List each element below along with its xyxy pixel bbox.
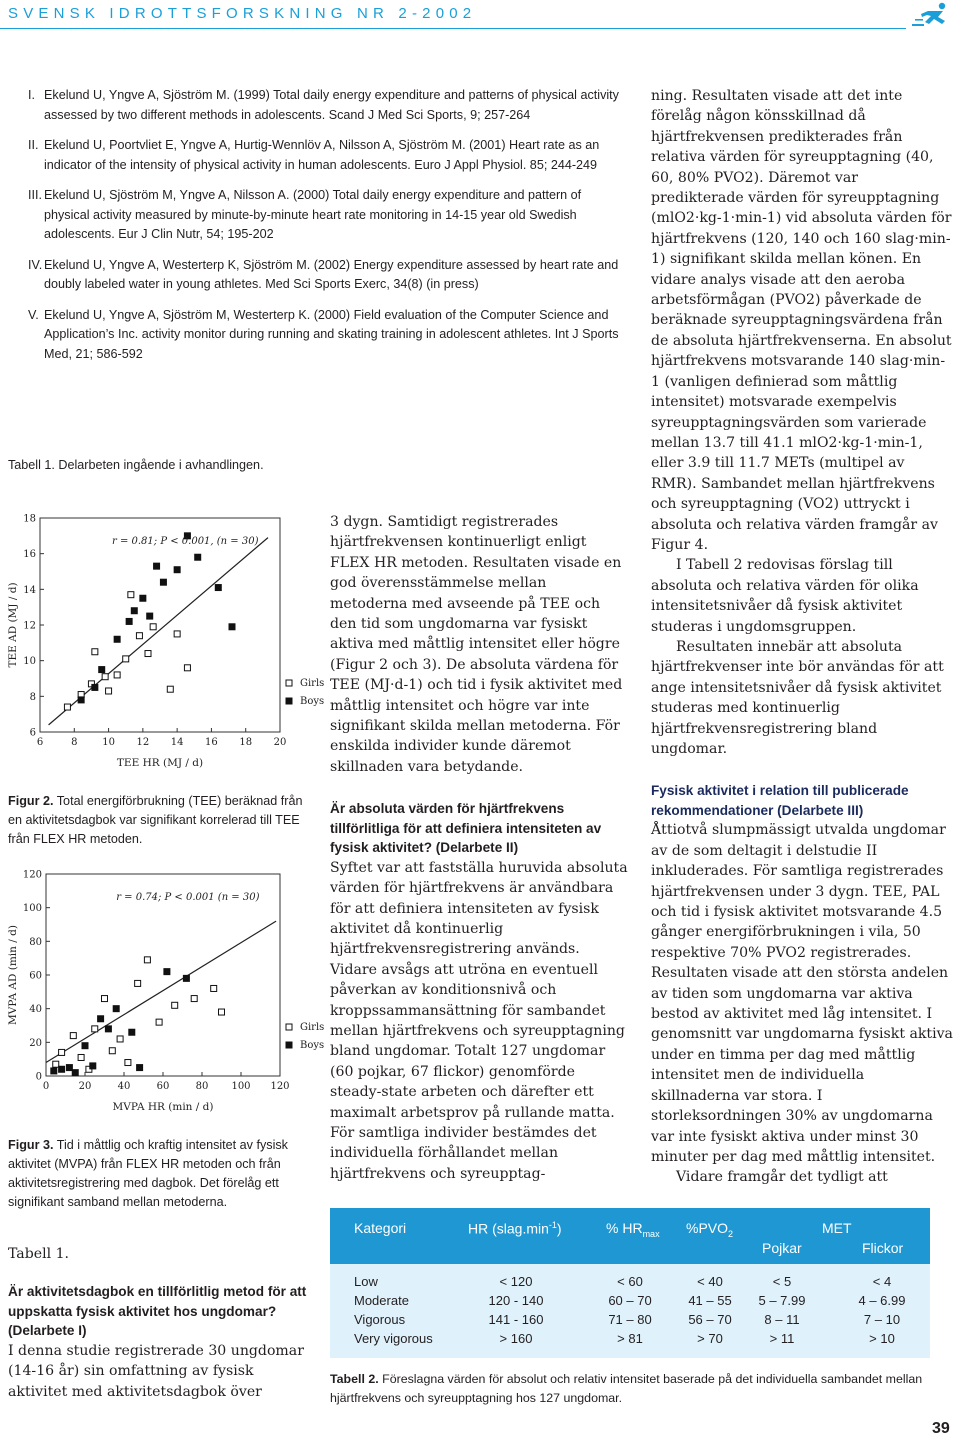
boys-point [137, 1065, 143, 1071]
section-heading-delarbete-3: Fysisk aktivitet i relation till publicerade rekommendationer (Delarbete III) [651, 783, 909, 818]
figure2-svg [4, 506, 324, 782]
col2-paragraph-1: 3 dygn. Samtidigt registrerades hjärtfrekvensen kontinuerligt enligt FLEX HR metoden. Resultaten visade en god överensstämmelse mellan metoderna med avseende på TEE och den tid som ungdomarna var fysiskt aktiva med måttlig intensitet eller högre (Figur 2 och 3). De absoluta värdena för TEE (MJ·d-1) och tid i fysik aktivitet med måttlig intensitet och högre var inte signifikant skilda mellan metoderna. För enskilda individer kunde däremot skillnaden vara betydande. [330, 514, 623, 775]
y-tick-label: 100 [22, 903, 42, 915]
x-axis-label: TEE HR (MJ / d) [116, 757, 204, 769]
table2-cell-phr: 60 – 70 [608, 1293, 652, 1308]
x-tick-label: 40 [117, 1081, 131, 1092]
boys-point [160, 579, 166, 585]
x-tick-label: 16 [205, 737, 218, 748]
col-header-hr-sup: -1 [548, 1220, 557, 1230]
tabell1-label: Tabell 1. [8, 1246, 70, 1262]
boys-point [229, 624, 235, 630]
table2-cell-kategori: Moderate [354, 1293, 409, 1308]
reference-number: IV. [28, 257, 43, 272]
table2-text: Föreslagna värden för absolut och relativ intensitet baserade på det individuella sambandet mellan hjärtfrekvens och syreupptagning hos 127 ungdomar. [330, 1372, 923, 1405]
boys-point [98, 1016, 104, 1022]
table2-label: Tabell 2. [330, 1372, 379, 1386]
table2-cell-pojkar: 5 – 7.99 [758, 1293, 806, 1308]
girls-point [53, 1061, 59, 1067]
girls-point [102, 674, 108, 680]
reference-item [30, 256, 630, 295]
boys-point [131, 608, 137, 614]
reference-text: Ekelund U, Yngve A, Sjöström M. (1999) Total daily energy expenditure and patterns of physical activity assessed by two different methods in adolescents. Scand J Med Sci Sports, 9; 257-264 [44, 88, 619, 122]
boys-point [140, 595, 146, 601]
col-header-flickor: Flickor [862, 1240, 904, 1256]
col-header-hr [468, 1220, 562, 1237]
y-tick-label: 120 [22, 869, 42, 881]
girls-point [184, 665, 190, 671]
girls-point [64, 704, 70, 710]
x-tick-label: 18 [239, 737, 253, 748]
figure3-label: Figur 3. [8, 1138, 54, 1152]
girls-point [117, 1036, 123, 1042]
girls-point [125, 1060, 131, 1066]
y-axis-label: MVPA AD (min / d) [7, 925, 19, 1025]
col-header-pvo2-text: %PVO [686, 1220, 729, 1236]
x-tick-label: 6 [36, 737, 44, 748]
boys-point [51, 1068, 57, 1074]
table2-cell-phr: 71 – 80 [608, 1312, 652, 1327]
page-number: 39 [932, 1420, 950, 1437]
table2-cell-pojkar: > 11 [769, 1331, 795, 1346]
y-tick-label: 14 [23, 584, 36, 596]
plot-frame [40, 518, 280, 732]
col-header-hr-text: HR (slag.min [468, 1220, 549, 1237]
col3-paragraph-3: Resultaten innebär att absoluta hjärtfrekvenser inte bör användas för att ange intensitetsnivåer då fysisk aktivitet studeras med kontinuerlig hjärtfrekvensregistrering bland ungdomar. [651, 638, 944, 757]
boys-point [129, 1029, 135, 1035]
girls-point [59, 1049, 65, 1055]
x-tick-label: 120 [270, 1081, 290, 1092]
table2-cell-kategori: Very vigorous [354, 1331, 433, 1346]
tabell1-caption: Tabell 1. Delarbeten ingående i avhandlingen. [8, 458, 264, 472]
girls-point [92, 1026, 98, 1032]
page-header [0, 0, 960, 30]
legend-girls-marker [286, 1024, 292, 1030]
legend-girls-label: Girls [300, 1022, 324, 1033]
boys-point [105, 1026, 111, 1032]
girls-point [136, 633, 142, 639]
reference-number: V. [28, 307, 39, 322]
girls-point [211, 985, 217, 991]
table2-cell-pvo2: > 70 [697, 1331, 723, 1346]
table2-cell-flickor: > 10 [869, 1331, 895, 1346]
table2-cell-flickor: 7 – 10 [863, 1312, 901, 1327]
col-header-phr-text: % HR [606, 1220, 643, 1236]
legend-boys-label: Boys [300, 1040, 324, 1051]
x-axis-label: MVPA HR (min / d) [112, 1101, 214, 1113]
girls-point [78, 1054, 84, 1060]
header-rule [0, 28, 906, 29]
y-tick-label: 12 [23, 620, 36, 632]
table2-cell-pvo2: 41 – 55 [688, 1293, 732, 1308]
col-header-phr-sub: max [642, 1228, 660, 1239]
girls-point [191, 996, 197, 1002]
reference-number: I. [28, 88, 35, 102]
reference-item [30, 86, 630, 125]
boys-point [114, 636, 120, 642]
runner-icon [912, 2, 956, 28]
x-tick-label: 60 [156, 1081, 170, 1092]
legend-boys-label: Boys [300, 696, 324, 707]
boys-point [59, 1066, 65, 1072]
y-axis-label: TEE AD (MJ / d) [7, 582, 19, 668]
col2-paragraph-2: Syftet var att fastställa huruvida absoluta värden för hjärtfrekvens är användbara för att definiera intensiteten av fysisk aktivitet då kontinuerlig hjärtfrekvensregistrering används. Vidare avsågs att utröna en eventuell påverkan av konditionsnivå och kroppssammansättning för sambandet mellan hjärtfrekvens och syreupptagning bland ungdomar. Totalt 127 ungdomar (60 pojkar, 67 flickor) genomförde steady-state arbeten och därefter ett maximalt arbetsprov på rullande matta. För samtliga individer bestämdes det individuella förhållandet mellan hjärtfrekvens och syreupptag- [330, 859, 628, 1182]
figure2-label: Figur 2. [8, 794, 54, 808]
table2-caption [330, 1370, 940, 1407]
boys-point [99, 667, 105, 673]
boys-point [113, 1006, 119, 1012]
legend-girls-marker [286, 680, 292, 686]
boys-point [195, 554, 201, 560]
girls-point [70, 1033, 76, 1039]
y-tick-label: 10 [23, 656, 36, 668]
table2-cell-phr: < 60 [617, 1274, 643, 1289]
girls-point [145, 651, 151, 657]
reference-item [30, 306, 630, 365]
x-tick-label: 14 [170, 737, 184, 748]
reference-text: Ekelund U, Yngve A, Westerterp K, Sjöström M. (2002) Energy expenditure assessed by heart rate and doubly labeled water in young athletes. Med Sci Sports Exerc, 34(8) (in press) [44, 257, 619, 291]
x-tick-label: 0 [42, 1081, 50, 1092]
girls-point [102, 996, 108, 1002]
reference-text: Ekelund U, Poortvliet E, Yngve A, Hurtig-Wennlöv A, Nilsson A, Sjöström M. (2001) Heart rate as an indicator of the intensity of physical activity in human adolescents. Euro J Appl Physiol. 85; 244-249 [44, 138, 600, 172]
boys-point [215, 585, 221, 591]
x-tick-label: 10 [102, 737, 115, 748]
col2 [330, 512, 628, 1184]
reference-item [30, 136, 630, 175]
table2-cell-pojkar: 8 – 11 [764, 1312, 800, 1327]
col1-bottom [8, 1244, 308, 1402]
table2-cell-kategori: Low [354, 1274, 378, 1289]
table2-cell-hr: 141 - 160 [488, 1312, 544, 1327]
girls-point [167, 686, 173, 692]
boys-point [92, 684, 98, 690]
y-tick-label: 40 [29, 1004, 42, 1016]
y-tick-label: 8 [29, 691, 36, 703]
reference-text: Ekelund U, Yngve A, Sjöström M, Westerterp K. (2000) Field evaluation of the Computer Science and Application’s Inc. activity monitor during running and skating training in adolescent athletes. Int J Sports Med, 21; 586-592 [44, 307, 619, 361]
boys-point [66, 1065, 72, 1071]
table2-cell-hr: < 120 [499, 1274, 533, 1289]
x-tick-label: 8 [71, 737, 78, 748]
table2-header [330, 1208, 930, 1264]
legend-boys-marker [286, 1042, 292, 1048]
table2-cell-pvo2: 56 – 70 [688, 1312, 732, 1327]
col3-paragraph-5: Vidare framgår det tydligt att [676, 1169, 888, 1186]
boys-point [174, 567, 180, 573]
boys-point [82, 1043, 88, 1049]
girls-point [172, 1002, 178, 1008]
journal-title: SVENSK IDROTTSFORSKNING NR 2-2002 [8, 5, 477, 22]
table2-cell-kategori: Vigorous [354, 1312, 406, 1327]
y-tick-label: 80 [29, 936, 42, 948]
girls-point [106, 688, 112, 694]
correlation-annotation: r = 0.81; P < 0.001, (n = 30) [112, 536, 259, 547]
girls-point [92, 649, 98, 655]
x-tick-label: 20 [273, 737, 287, 748]
table2 [330, 1208, 930, 1358]
plot-frame [46, 874, 280, 1076]
y-tick-label: 20 [29, 1037, 42, 1049]
figure3-plot [4, 860, 324, 1122]
reference-text: Ekelund U, Sjöström M, Yngve A, Nilsson A. (2000) Total daily energy expenditure and pattern of physical activity measured by minute-by-minute heart rate monitoring in 14-15 year old Swedish adolescents. Eur J Clin Nutr, 54; 195-202 [44, 188, 582, 241]
boys-point [164, 969, 170, 975]
table2-cell-phr: > 81 [617, 1331, 643, 1346]
x-tick-label: 20 [78, 1081, 92, 1092]
reference-item [30, 186, 630, 245]
girls-point [128, 592, 134, 598]
y-tick-label: 60 [29, 970, 42, 982]
table2-cell-pojkar: < 5 [772, 1274, 792, 1289]
legend-boys-marker [286, 698, 292, 704]
figure3-caption [8, 1136, 308, 1212]
girls-point [174, 631, 180, 637]
figure2-text: Total energiförbrukning (TEE) beräknad från en aktivitetsdagbok var signifikant korrelerad till TEE från FLEX HR metoden. [8, 794, 303, 846]
girls-point [135, 980, 141, 986]
y-tick-label: 0 [35, 1071, 42, 1083]
table2-body [330, 1264, 930, 1358]
table2-cell-pvo2: < 40 [697, 1274, 723, 1289]
col-header-pvo2 [686, 1220, 733, 1239]
section-heading-delarbete-2: Är absoluta värden för hjärtfrekvens tillförlitliga för att definiera intensiteten av fysisk aktivitet? (Delarbete II) [330, 801, 602, 856]
section-heading-delarbete-1: Är aktivitetsdagbok en tillförlitlig metod för att uppskatta fysisk aktivitet hos ungdomar? (Delarbete I) [8, 1284, 307, 1339]
x-tick-label: 12 [136, 737, 150, 748]
figure3-text: Tid i måttlig och kraftig intensitet av fysisk aktivitet (MVPA) från FLEX HR metoden och från aktivitetsregistrering med dagbok. Det förelåg ett signifikant samband mellan metoderna. [8, 1138, 288, 1209]
col-header-met: MET [822, 1220, 852, 1236]
x-tick-label: 100 [231, 1081, 251, 1092]
figure2-caption [8, 792, 313, 849]
table2-cell-flickor: 4 – 6.99 [858, 1293, 906, 1308]
girls-point [156, 1019, 162, 1025]
girls-point [219, 1009, 225, 1015]
boys-point [90, 1063, 96, 1069]
girls-point [150, 624, 156, 630]
girls-point [109, 1048, 115, 1054]
x-tick-label: 80 [195, 1081, 209, 1092]
y-tick-label: 18 [23, 513, 36, 525]
legend-girls-label: Girls [300, 678, 324, 689]
figure3-svg [4, 860, 324, 1122]
col-header-hr-close: ) [556, 1220, 562, 1237]
correlation-annotation: r = 0.74; P < 0.001 (n = 30) [116, 892, 260, 903]
figure2-plot [4, 506, 324, 782]
reference-number: II. [28, 138, 39, 152]
boys-point [126, 618, 132, 624]
girls-point [123, 656, 129, 662]
regression-line [46, 921, 276, 1062]
boys-point [72, 1070, 78, 1076]
boys-point [147, 613, 153, 619]
boys-point [154, 563, 160, 569]
girls-point [114, 672, 120, 678]
col1-paragraph: I denna studie registrerade 30 ungdomar (14-16 år) sin omfattning av fysisk aktivitet med aktivitetsdagbok över [8, 1342, 304, 1400]
boys-point [183, 975, 189, 981]
col3-paragraph-2: I Tabell 2 redovisas förslag till absoluta och relativa värden för olika intensitetsnivåer då fysisk aktivitet studeras i ungdomsgruppen. [651, 557, 919, 635]
col-header-phr [606, 1220, 660, 1239]
col3 [651, 86, 953, 1188]
col-header-pvo2-sub: 2 [728, 1228, 734, 1239]
reference-number: III. [28, 188, 42, 202]
col3-paragraph-1: ning. Resultaten visade att det inte förelåg någon könsskillnad då hjärtfrekvensen predikterades från relativa värden för syreupptagning (40, 60, 80% PVO2). Däremot var predikterade värden för syreupptagning (mlO2·kg-1·min-1) vid absoluta värden för hjärtfrekvens (120, 140 och 160 slag·min-1) signifikant skilda mellan könen. En vidare analys visade att den aeroba arbetsförmågan (PVO2) påverkade de beräknade syreupptagningsvärdena från de absoluta hjärtfrekvenserna. En absolut hjärtfrekvens motsvarande 140 slag·min-1 (vanligen definierad som måttlig intensitet) motsvarade exempelvis syreupptagningsvärden som varierade mellan 13.7 till 41.1 mlO2·kg-1·min-1, eller 3.9 till 11.7 METs (multipel av RMR). Sambandet mellan hjärtfrekvens och syreupptagning (VO2) uttryckt i absoluta och relativa värden framgår av Figur 4. [651, 88, 952, 553]
boys-point [78, 697, 84, 703]
col3-paragraph-4: Åttiotvå slumpmässigt utvalda ungdomar av de som deltagit i delstudie II inkluderades. För samtliga registrerades hjärtfrekvensen under 3 dygn. TEE, PAL och tid i fysisk aktivitet motsvarande 4.5 gånger energiförbrukningen i vila, 50 respektive 70% PVO2 registrerades. Resultaten visade att den största andelen av tiden som ungdomarna var aktiva bestod av aktivitet med låg intensitet. I genomsnitt var ungdomarna fysiskt aktiva under en timma per dag med måttlig intensitet men de individuella skillnaderna var stora. I storleksordningen 30% av ungdomarna var inte fysiskt aktiva under minst 30 minuter per dag med måttlig intensitet. [651, 822, 953, 1165]
reference-list [30, 86, 630, 375]
y-tick-label: 16 [23, 549, 36, 561]
col-header-kategori: Kategori [354, 1220, 407, 1236]
y-tick-label: 6 [29, 727, 36, 739]
girls-point [144, 957, 150, 963]
table2-cell-hr: > 160 [499, 1331, 533, 1346]
table2-cell-flickor: < 4 [872, 1274, 892, 1289]
col-header-pojkar: Pojkar [762, 1240, 802, 1256]
table2-cell-hr: 120 - 140 [488, 1293, 544, 1308]
